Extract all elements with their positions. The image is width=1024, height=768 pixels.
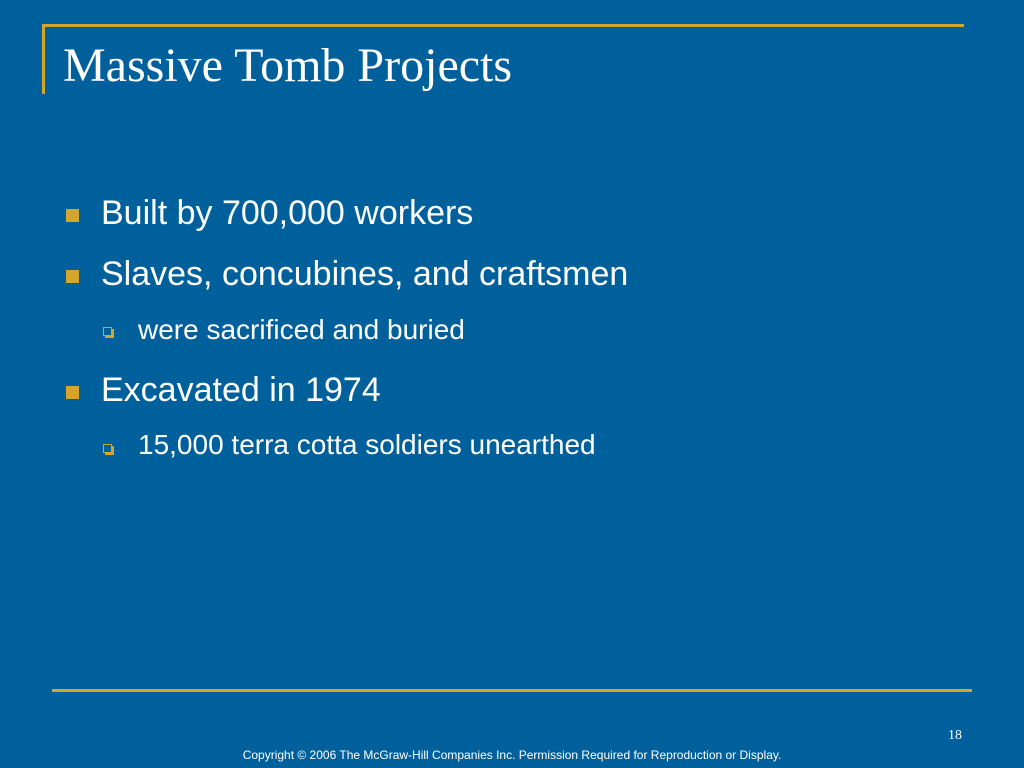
hollow-square-bullet-icon xyxy=(103,327,112,336)
bullet-text: Slaves, concubines, and craftsmen xyxy=(101,255,629,293)
sub-bullet-text: were sacrificed and buried xyxy=(138,314,465,345)
filled-square-bullet-icon xyxy=(66,209,79,222)
sub-bullet-text: 15,000 terra cotta soldiers unearthed xyxy=(138,429,596,460)
title-frame-left-line xyxy=(42,24,45,94)
page-number: 18 xyxy=(948,728,962,743)
slide-title: Massive Tomb Projects xyxy=(63,39,513,92)
title-frame-top-line xyxy=(42,24,964,27)
footer-divider-line xyxy=(52,689,972,692)
bullet-text: Built by 700,000 workers xyxy=(101,194,474,232)
hollow-square-bullet-icon xyxy=(103,444,112,453)
filled-square-bullet-icon xyxy=(66,270,79,283)
copyright-notice: Copyright © 2006 The McGraw-Hill Companies Inc. Permission Required for Reproduction or Display. xyxy=(242,748,782,762)
filled-square-bullet-icon xyxy=(66,386,79,399)
bullet-text: Excavated in 1974 xyxy=(101,371,381,409)
